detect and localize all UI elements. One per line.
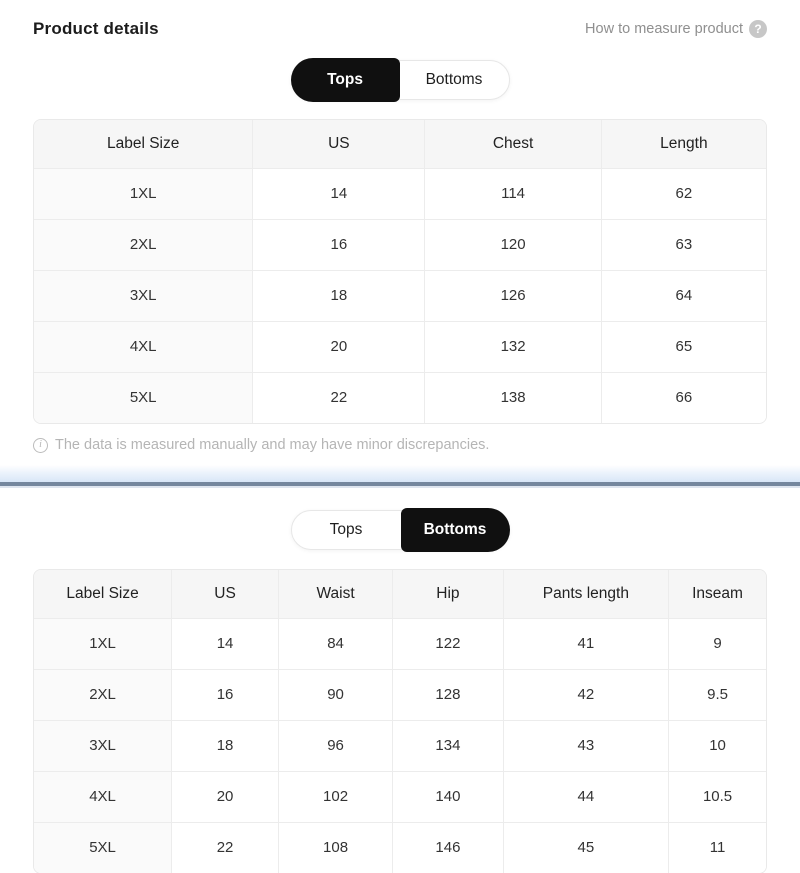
size-label-cell: 5XL [34,822,172,873]
size-value-cell: 96 [278,720,392,771]
bottoms-toggle-wrap [33,488,767,550]
size-label-cell: 2XL [34,669,172,720]
size-value-cell: 22 [253,372,425,423]
tab-tops[interactable]: Tops [292,510,401,550]
size-label-cell: 5XL [34,372,253,423]
column-header: Pants length [503,570,668,618]
size-value-cell: 10 [669,720,766,771]
size-value-cell: 146 [393,822,504,873]
size-value-cell: 44 [503,771,668,822]
info-circle-icon: i [33,438,48,453]
table-header-row [34,120,766,168]
size-value-cell: 9 [669,618,766,669]
column-header: US [172,570,279,618]
size-value-cell: 20 [253,321,425,372]
size-value-cell: 9.5 [669,669,766,720]
size-value-cell: 140 [393,771,504,822]
table-row [34,168,766,219]
size-value-cell: 102 [278,771,392,822]
tops-bottoms-toggle [291,60,510,100]
tops-bottoms-toggle-2 [291,510,510,550]
table-row [34,219,766,270]
tops-size-table-wrap [33,119,767,424]
page-title: Product details [33,18,159,38]
size-value-cell: 138 [425,372,601,423]
size-value-cell: 62 [601,168,766,219]
table-header-row [34,570,766,618]
size-value-cell: 132 [425,321,601,372]
size-value-cell: 10.5 [669,771,766,822]
size-value-cell: 14 [253,168,425,219]
size-label-cell: 3XL [34,720,172,771]
size-value-cell: 43 [503,720,668,771]
measurement-note [33,437,767,453]
column-header: Chest [425,120,601,168]
size-label-cell: 4XL [34,771,172,822]
table-row [34,270,766,321]
size-value-cell: 16 [172,669,279,720]
column-header: Label Size [34,120,253,168]
size-value-cell: 14 [172,618,279,669]
table-row [34,771,766,822]
tab-tops[interactable]: Tops [291,58,400,102]
column-header: Length [601,120,766,168]
column-header: Hip [393,570,504,618]
size-value-cell: 18 [172,720,279,771]
size-value-cell: 114 [425,168,601,219]
size-value-cell: 120 [425,219,601,270]
size-value-cell: 66 [601,372,766,423]
bottoms-size-table [34,570,766,873]
table-row [34,618,766,669]
question-circle-icon: ? [749,20,767,38]
section-divider [0,465,800,488]
section-header [33,0,767,40]
size-value-cell: 16 [253,219,425,270]
size-value-cell: 45 [503,822,668,873]
measurement-note-text: The data is measured manually and may have minor discrepancies. [55,437,490,453]
divider-glow [0,465,800,482]
size-value-cell: 18 [253,270,425,321]
tops-size-table [34,120,766,423]
size-value-cell: 84 [278,618,392,669]
size-value-cell: 122 [393,618,504,669]
size-value-cell: 63 [601,219,766,270]
size-value-cell: 41 [503,618,668,669]
size-value-cell: 42 [503,669,668,720]
bottoms-size-table-wrap [33,569,767,873]
size-label-cell: 3XL [34,270,253,321]
size-label-cell: 1XL [34,618,172,669]
tops-toggle-wrap [33,40,767,100]
column-header: Waist [278,570,392,618]
size-value-cell: 108 [278,822,392,873]
size-value-cell: 90 [278,669,392,720]
size-label-cell: 2XL [34,219,253,270]
table-row [34,720,766,771]
size-label-cell: 1XL [34,168,253,219]
size-value-cell: 65 [601,321,766,372]
size-value-cell: 20 [172,771,279,822]
column-header: US [253,120,425,168]
column-header: Inseam [669,570,766,618]
tab-bottoms[interactable]: Bottoms [401,508,510,552]
table-row [34,321,766,372]
size-value-cell: 11 [669,822,766,873]
size-label-cell: 4XL [34,321,253,372]
bottoms-section [0,488,800,873]
divider-underline [0,486,800,488]
size-value-cell: 128 [393,669,504,720]
table-row [34,372,766,423]
how-to-measure-link[interactable] [585,20,767,38]
tab-bottoms[interactable]: Bottoms [400,60,509,100]
size-value-cell: 126 [425,270,601,321]
table-row [34,669,766,720]
column-header: Label Size [34,570,172,618]
size-value-cell: 64 [601,270,766,321]
table-row [34,822,766,873]
how-to-measure-label: How to measure product [585,20,743,37]
size-value-cell: 22 [172,822,279,873]
size-value-cell: 134 [393,720,504,771]
